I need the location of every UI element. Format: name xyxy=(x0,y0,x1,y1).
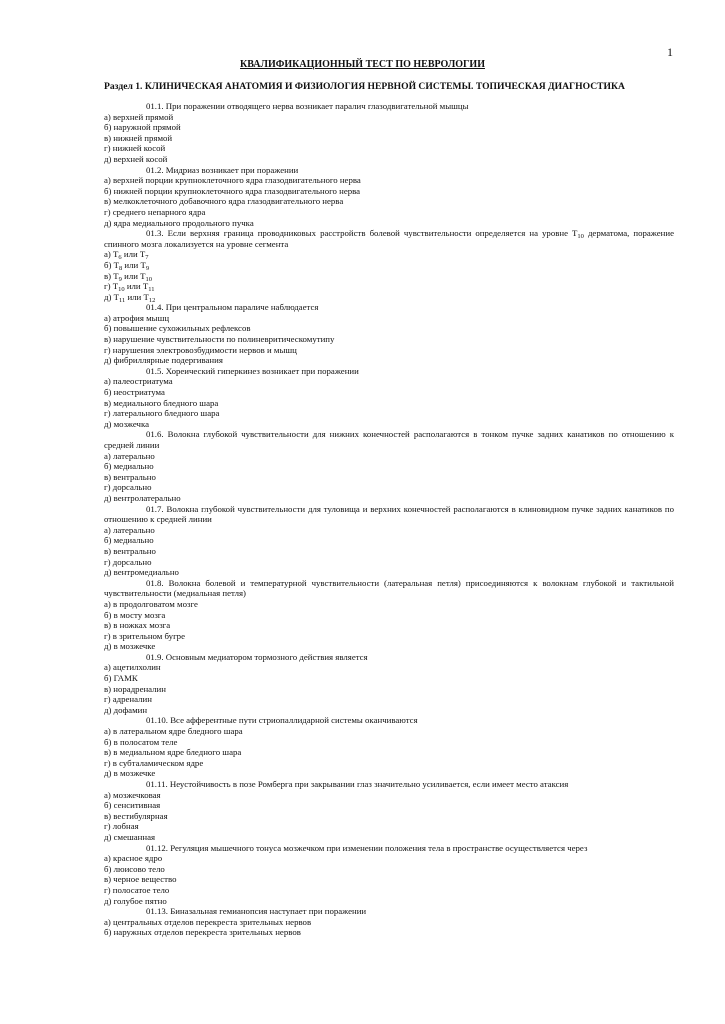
answer-option: б) в полосатом теле xyxy=(104,736,178,747)
answer-option: а) латерально xyxy=(104,450,155,461)
answer-option: б) в мосту мозга xyxy=(104,609,166,620)
answer-option: д) ядра медиального продольного пучка xyxy=(104,217,254,228)
question-text-main: 01.3. Если верхняя граница проводниковых расстройств болевой чувствительности определяется на уровне Т xyxy=(146,228,578,239)
answer-option: в) в медиальном ядре бледного шара xyxy=(104,747,242,758)
answer-option: г) нижней косой xyxy=(104,143,166,154)
answer-option: а) красное ядро xyxy=(104,853,163,864)
answer-option: а) $Т_6$ или $Т_7$ xyxy=(104,249,149,262)
answer-option: в) вентрально xyxy=(104,545,156,556)
answer-option: д) в мозжечке xyxy=(104,641,156,652)
answer-option: а) центральных отделов перекреста зрительных нервов xyxy=(104,916,312,927)
answer-option: д) смешанная xyxy=(104,831,156,842)
subscript: 10 xyxy=(577,233,584,241)
answer-option: а) верхней порции крупноклеточного ядра глазодвигательного нерва xyxy=(104,175,361,186)
answer-option: д) в мозжечке xyxy=(104,768,156,779)
answer-option: а) латерально xyxy=(104,524,155,535)
answer-option: г) $Т_{10}$ или $Т_{11}$ xyxy=(104,281,155,294)
question-text: 01.10. Все афферентные пути стриопаллидарной системы оканчиваются xyxy=(146,715,418,726)
answer-option: б) медиально xyxy=(104,535,154,546)
question-text: 01.11. Неустойчивость в позе Ромберга при закрывании глаз значительно усиливается, если имеет место атаксия xyxy=(146,779,569,789)
answer-option: б) наружной прямой xyxy=(104,122,181,133)
answer-option: г) среднего непарного ядра xyxy=(104,206,206,217)
answer-option: б) медиально xyxy=(104,461,154,472)
answer-option: г) адреналин xyxy=(104,694,152,705)
answer-option: б) сенситивная xyxy=(104,800,161,811)
question-text: 01.12. Регуляция мышечного тонуса мозжечком при изменении положения тела в пространстве осуществляется через xyxy=(146,842,588,853)
answer-option: а) палеостриатума xyxy=(104,376,173,387)
answer-option: б) ГАМК xyxy=(104,673,138,684)
answer-option: а) в продолговатом мозге xyxy=(104,598,198,609)
answer-option: а) в латеральном ядре бледного шара xyxy=(104,726,243,737)
answer-option: а) мозжечковая xyxy=(104,789,161,800)
answer-option: б) люисово тело xyxy=(104,863,165,874)
answer-option: б) нижней порции крупноклеточного ядра глазодвигательного нерва xyxy=(104,185,361,196)
answer-option: г) лобная xyxy=(104,821,139,832)
page-number: 1 xyxy=(667,45,673,59)
question-text xyxy=(104,228,674,249)
question-text: 01.13. Биназальная гемианопсия наступает при поражении xyxy=(146,906,367,917)
answer-option: б) неостриатума xyxy=(104,387,165,398)
question-text: 01.2. Мидриаз возникает при поражении xyxy=(146,164,299,175)
question-text: 01.9. Основным медиатором тормозного действия является xyxy=(146,651,368,662)
answer-option: г) дорсально xyxy=(104,482,152,493)
answer-option: в) нижней прямой xyxy=(104,132,173,143)
answer-option: г) латерального бледного шара xyxy=(104,408,220,419)
answer-option: г) полосатое тело xyxy=(104,884,170,895)
question-text: 01.6. Волокна глубокой чувствительности для нижних конечностей располагаются в тонком пучке задних канатиков по отношению к средней линии xyxy=(104,429,674,450)
answer-option: в) мелкоклеточного добавочного ядра глазодвигательного нерва xyxy=(104,196,344,207)
question-text: 01.7. Волокна глубокой чувствительности для туловища и верхних конечностей располагаются в клиновидном пучке задних канатиков по отношению к средней линии xyxy=(104,503,674,525)
answer-option: в) в ножках мозга xyxy=(104,620,171,631)
answer-option: г) в субталамическом ядре xyxy=(104,757,204,768)
answer-option: д) верхней косой xyxy=(104,153,168,164)
question-text: 01.8. Волокна болевой и температурной чувствительности (латеральная петля) присоединяются к волокнам глубокой и тактильной чувствительности (медиальная петля) xyxy=(104,577,674,599)
answer-option: г) дорсально xyxy=(104,556,152,567)
answer-option: в) $Т_9$ или $Т_{10}$ xyxy=(104,270,152,283)
answer-option: г) в зрительном бугре xyxy=(104,630,185,641)
answer-option: д) $Т_{11}$ или $Т_{12}$ xyxy=(104,291,156,304)
answer-option: д) мозжечка xyxy=(104,418,150,429)
question-text: 01.5. Хореический гиперкинез возникает при поражении xyxy=(146,365,359,376)
answer-option: д) вентролатерально xyxy=(104,492,181,503)
question-text: 01.4. При центральном параличе наблюдается xyxy=(146,302,319,313)
answer-option: в) медиального бледного шара xyxy=(104,397,219,408)
answer-option: б) $Т_8$ или $Т_9$ xyxy=(104,259,150,272)
section-heading: Раздел 1. КЛИНИЧЕСКАЯ АНАТОМИЯ И ФИЗИОЛОГИЯ НЕРВНОЙ СИСТЕМЫ. ТОПИЧЕСКАЯ ДИАГНОСТИКА xyxy=(104,81,625,92)
answer-option: а) атрофия мышц xyxy=(104,312,170,323)
answer-option: б) повышение сухожильных рефлексов xyxy=(104,323,251,334)
question-list xyxy=(104,101,674,938)
answer-option: в) норадреналин xyxy=(104,683,166,694)
answer-option: в) вестибулярная xyxy=(104,810,168,821)
answer-option: в) черное вещество xyxy=(104,874,177,885)
answer-option: б) наружных отделов перекреста зрительных нервов xyxy=(104,927,301,938)
document-title: КВАЛИФИКАЦИОННЫЙ ТЕСТ ПО НЕВРОЛОГИИ xyxy=(240,59,485,70)
answer-option: д) фибриллярные подергивания xyxy=(104,355,223,366)
answer-option: д) вентромедиально xyxy=(104,567,179,578)
answer-option: в) нарушение чувствительности по полиневритическомутипу xyxy=(104,334,335,345)
answer-option: в) вентрально xyxy=(104,471,156,482)
answer-option: д) дофамин xyxy=(104,704,148,715)
answer-option: а) верхней прямой xyxy=(104,111,174,122)
answer-option: д) голубое пятно xyxy=(104,895,167,906)
question-text: 01.1. При поражении отводящего нерва возникает паралич глазодвигательной мышцы xyxy=(146,101,469,111)
answer-option: а) ацетилхолин xyxy=(104,662,161,673)
answer-option: г) нарушения электровозбудимости нервов и мышц xyxy=(104,344,297,355)
question-text-rest: дерматома, поражение спинного мозга локализуется на уровне сегмента xyxy=(104,228,674,249)
